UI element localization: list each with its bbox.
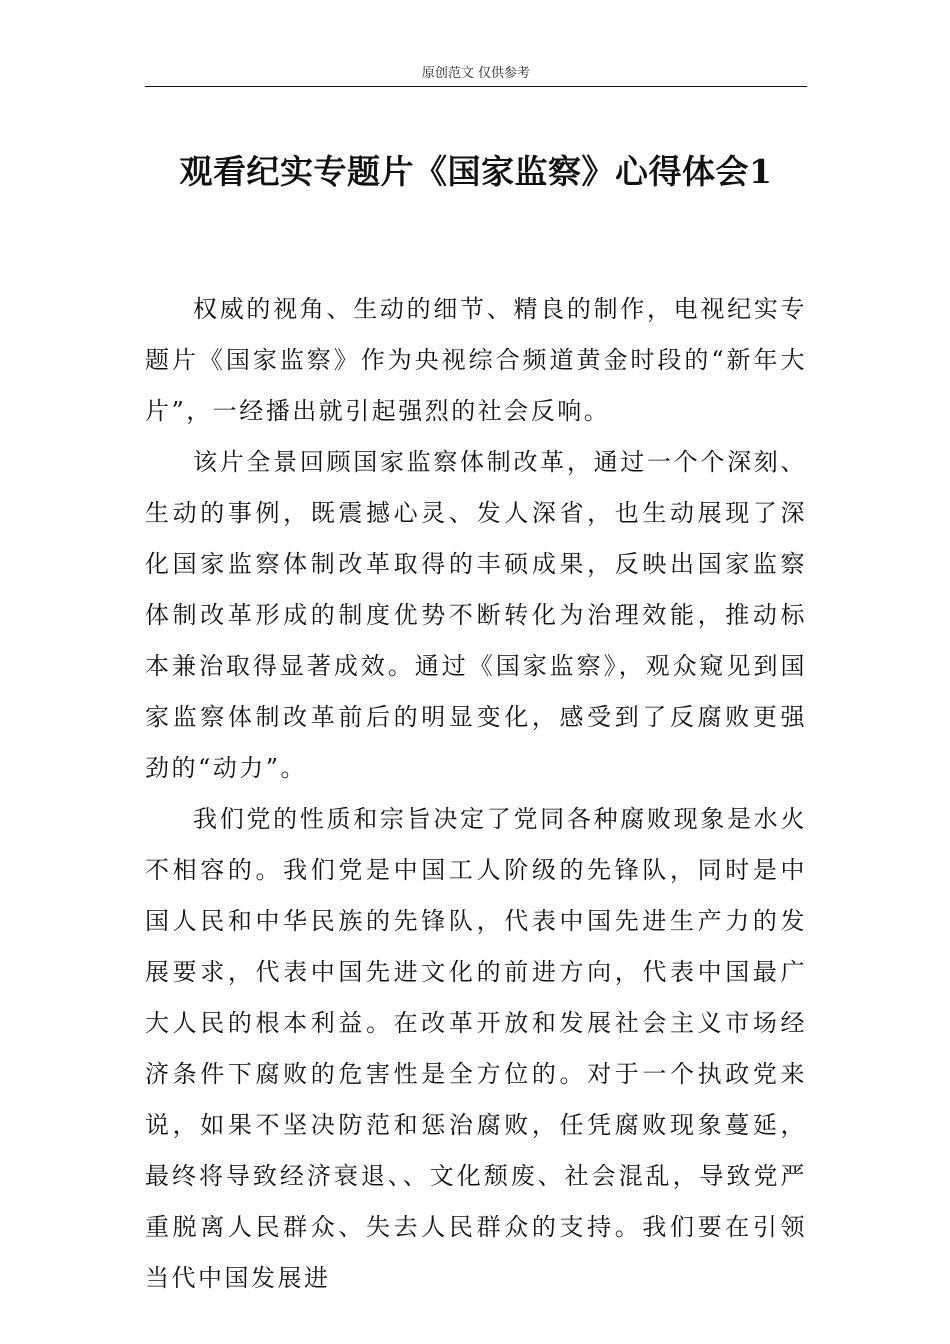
document-title: 观看纪实专题片《国家监察》心得体会1 [179, 152, 773, 192]
document-body [145, 284, 807, 1304]
paragraph-1: 权威的视角、生动的细节、精良的制作，电视纪实专题片《国家监察》作为央视综合频道黄金时段的“新年大片”，一经播出就引起强烈的社会反响。 [145, 295, 807, 425]
header-rule [145, 86, 807, 87]
paragraph-3: 我们党的性质和宗旨决定了党同各种腐败现象是水火不相容的。我们党是中国工人阶级的先锋队，同时是中国人民和中华民族的先锋队，代表中国先进生产力的发展要求，代表中国先进文化的前进方向，代表中国最广大人民的根本利益。在改革开放和发展社会主义市场经济条件下腐败的危害性是全方位的。对于一个执政党来说，如果不坚决防范和惩治腐败，任凭腐败现象蔓延，最终将导致经济衰退、、文化颓废、社会混乱，导致党严重脱离人民群众、失去人民群众的支持。我们要在引领当代中国发展进 [145, 805, 807, 1292]
paragraph-2: 该片全景回顾国家监察体制改革，通过一个个深刻、生动的事例，既震撼心灵、发人深省，也生动展现了深化国家监察体制改革取得的丰硕成果，反映出国家监察体制改革形成的制度优势不断转化为治理效能，推动标本兼治取得显著成效。通过《国家监察》，观众窥见到国家监察体制改革前后的明显变化，感受到了反腐败更强劲的“动力”。 [145, 448, 807, 782]
header-note: 原创范文 仅供参考 [421, 66, 531, 81]
